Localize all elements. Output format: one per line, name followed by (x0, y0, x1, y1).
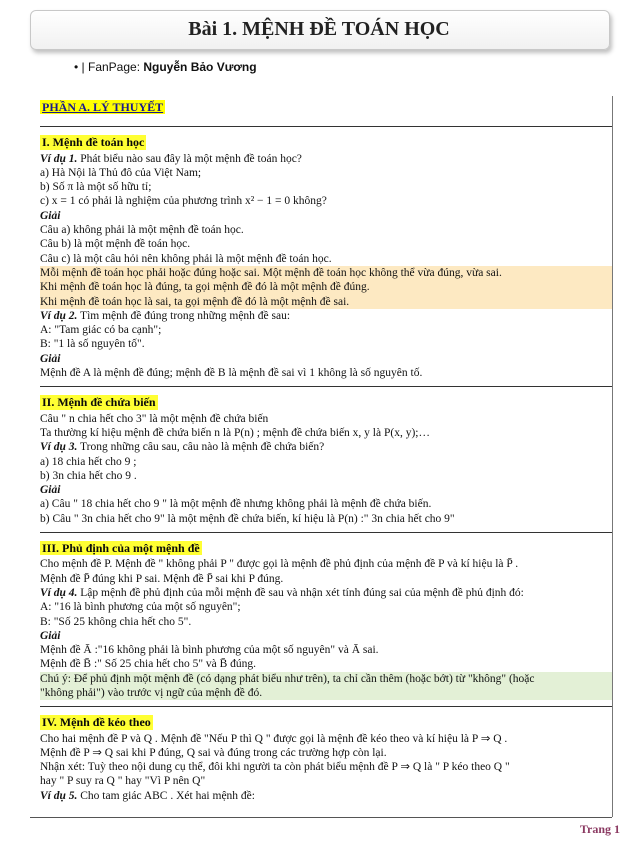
definition-line-2: Khi mệnh đề toán học là đúng, ta gọi mệnh đề đó là một mệnh đề đúng. (40, 281, 370, 294)
example-4-text: Lập mệnh đề phủ định của mỗi mệnh đề sau và nhận xét tính đúng sai của mệnh đề phủ định đó: (77, 586, 524, 599)
section-3-line-2: Mệnh đề P̄ đúng khi P sai. Mệnh đề P̄ sai khi P đúng. (40, 572, 284, 585)
definition-line-1: Mỗi mệnh đề toán học phải hoặc đúng hoặc sai. Một mệnh đề toán học không thể vừa đúng, vừa sai. (40, 266, 502, 279)
solution-2-label: Giải (40, 352, 61, 365)
solution-3-a: a) Câu " 18 chia hết cho 9 " là một mệnh đề nhưng không phải là mệnh đề chứa biến. (40, 498, 432, 511)
example-2-text: Tìm mệnh đề đúng trong những mệnh đề sau: (77, 309, 291, 322)
section-2 (40, 386, 612, 526)
section-2-heading: II. Mệnh đề chứa biến (42, 395, 156, 410)
example-5 (40, 789, 612, 803)
example-3-text: Trong những câu sau, câu nào là mệnh đề chứa biến? (77, 441, 325, 454)
solution-4-label: Giải (40, 629, 61, 642)
definition-box (40, 266, 612, 309)
example-1-a: a) Hà Nội là Thủ đô của Việt Nam; (40, 166, 202, 179)
example-3 (40, 440, 612, 454)
example-3-b: b) 3n chia hết cho 9 . (40, 469, 137, 482)
footer-rule (30, 817, 612, 818)
solution-1-label: Giải (40, 209, 61, 222)
solution-1-a: Câu a) không phải là một mệnh đề toán học. (40, 224, 244, 237)
section-2-line-1: Câu " n chia hết cho 3" là một mệnh đề chứa biến (40, 412, 269, 425)
page-number: Trang 1 (579, 822, 620, 836)
section-2-line-2: Ta thường kí hiệu mệnh đề chứa biến n là P(n) ; mệnh đề chứa biến x, y là P(x, y);… (40, 426, 430, 439)
section-3-heading: III. Phủ định của một mệnh đề (42, 541, 200, 556)
example-3-a: a) 18 chia hết cho 9 ; (40, 455, 137, 468)
right-margin-rule (612, 96, 613, 817)
solution-1-c: Câu c) là một câu hỏi nên không phải là một mệnh đề toán học. (40, 252, 332, 265)
definition-line-3: Khi mệnh đề toán học là sai, ta gọi mệnh đề đó là một mệnh đề sai. (40, 295, 350, 308)
solution-1-b: Câu b) là một mệnh đề toán học. (40, 238, 191, 251)
example-4-label: Ví dụ 4. (40, 586, 78, 599)
example-1-b: b) Số π là một số hữu tỉ; (40, 181, 152, 194)
fanpage-name: Nguyễn Bảo Vương (143, 60, 257, 74)
fanpage-label: • | FanPage: (74, 60, 144, 74)
section-4-line-3: Nhận xét: Tuỳ theo nội dung cụ thể, đôi khi người ta còn phát biểu mệnh đề P ⇒ Q là " P kéo theo Q " (40, 761, 510, 774)
section-1 (40, 126, 612, 380)
example-2-b: B: "1 là số nguyên tố". (40, 338, 145, 351)
section-3 (40, 532, 612, 700)
example-1-label: Ví dụ 1. (40, 152, 78, 165)
note-box (40, 672, 612, 701)
example-4-b: B: "Số 25 không chia hết cho 5". (40, 615, 192, 628)
part-a-heading: PHẦN A. LÝ THUYẾT (42, 100, 164, 114)
section-4 (40, 706, 612, 803)
example-5-label: Ví dụ 5. (40, 789, 78, 802)
note-line-2: "không phải") vào trước vị ngữ của mệnh đề đó. (40, 686, 263, 699)
solution-3-b: b) Câu " 3n chia hết cho 9" là một mệnh đề chứa biến, kí hiệu là P(n) :" 3n chia hết cho 9" (40, 512, 455, 525)
solution-3-label: Giải (40, 484, 61, 497)
section-3-line-1: Cho mệnh đề P. Mệnh đề " không phải P " được gọi là mệnh đề phủ định của mệnh đề P và kí hiệu là P̄ . (40, 558, 519, 571)
section-4-heading: IV. Mệnh đề kéo theo (42, 715, 151, 730)
note-line-1: Chú ý: Để phủ định một mệnh đề (có dạng phát biểu như trên), ta chỉ cần thêm (hoặc bớt) từ "không" (hoặc (40, 672, 535, 685)
example-2 (40, 309, 612, 323)
solution-4-a: Mệnh đề Ā :"16 không phải là bình phương của một số nguyên" và Ā sai. (40, 644, 379, 657)
example-1-c: c) x = 1 có phải là nghiệm của phương trình x² − 1 = 0 không? (40, 195, 327, 208)
document-body (40, 96, 612, 803)
example-2-a: A: "Tam giác có ba cạnh"; (40, 324, 162, 337)
solution-4-b: Mệnh đề B̄ :" Số 25 chia hết cho 5" và B̄ đúng. (40, 658, 257, 671)
fanpage-line (74, 60, 257, 74)
section-1-heading: I. Mệnh đề toán học (42, 135, 145, 150)
example-5-text: Cho tam giác ABC . Xét hai mệnh đề: (77, 789, 255, 802)
example-2-label: Ví dụ 2. (40, 309, 78, 322)
document-title: Bài 1. MỆNH ĐỀ TOÁN HỌC (188, 18, 450, 40)
section-4-line-1: Cho hai mệnh đề P và Q . Mệnh đề "Nếu P thì Q " được gọi là mệnh đề kéo theo và kí hiệu là P ⇒ Q . (40, 732, 508, 745)
example-4 (40, 586, 612, 600)
solution-2-text: Mệnh đề A là mệnh đề đúng; mệnh đề B là mệnh đề sai vì 1 không là số nguyên tố. (40, 367, 423, 380)
example-1-text: Phát biểu nào sau đây là một mệnh đề toán học? (77, 152, 302, 165)
section-4-line-4: hay " P suy ra Q " hay "Vì P nên Q" (40, 775, 206, 788)
example-1 (40, 152, 612, 166)
section-4-line-2: Mệnh đề P ⇒ Q sai khi P đúng, Q sai và đúng trong các trường hợp còn lại. (40, 746, 387, 759)
example-3-label: Ví dụ 3. (40, 441, 78, 454)
example-4-a: A: "16 là bình phương của một số nguyên"; (40, 601, 241, 614)
